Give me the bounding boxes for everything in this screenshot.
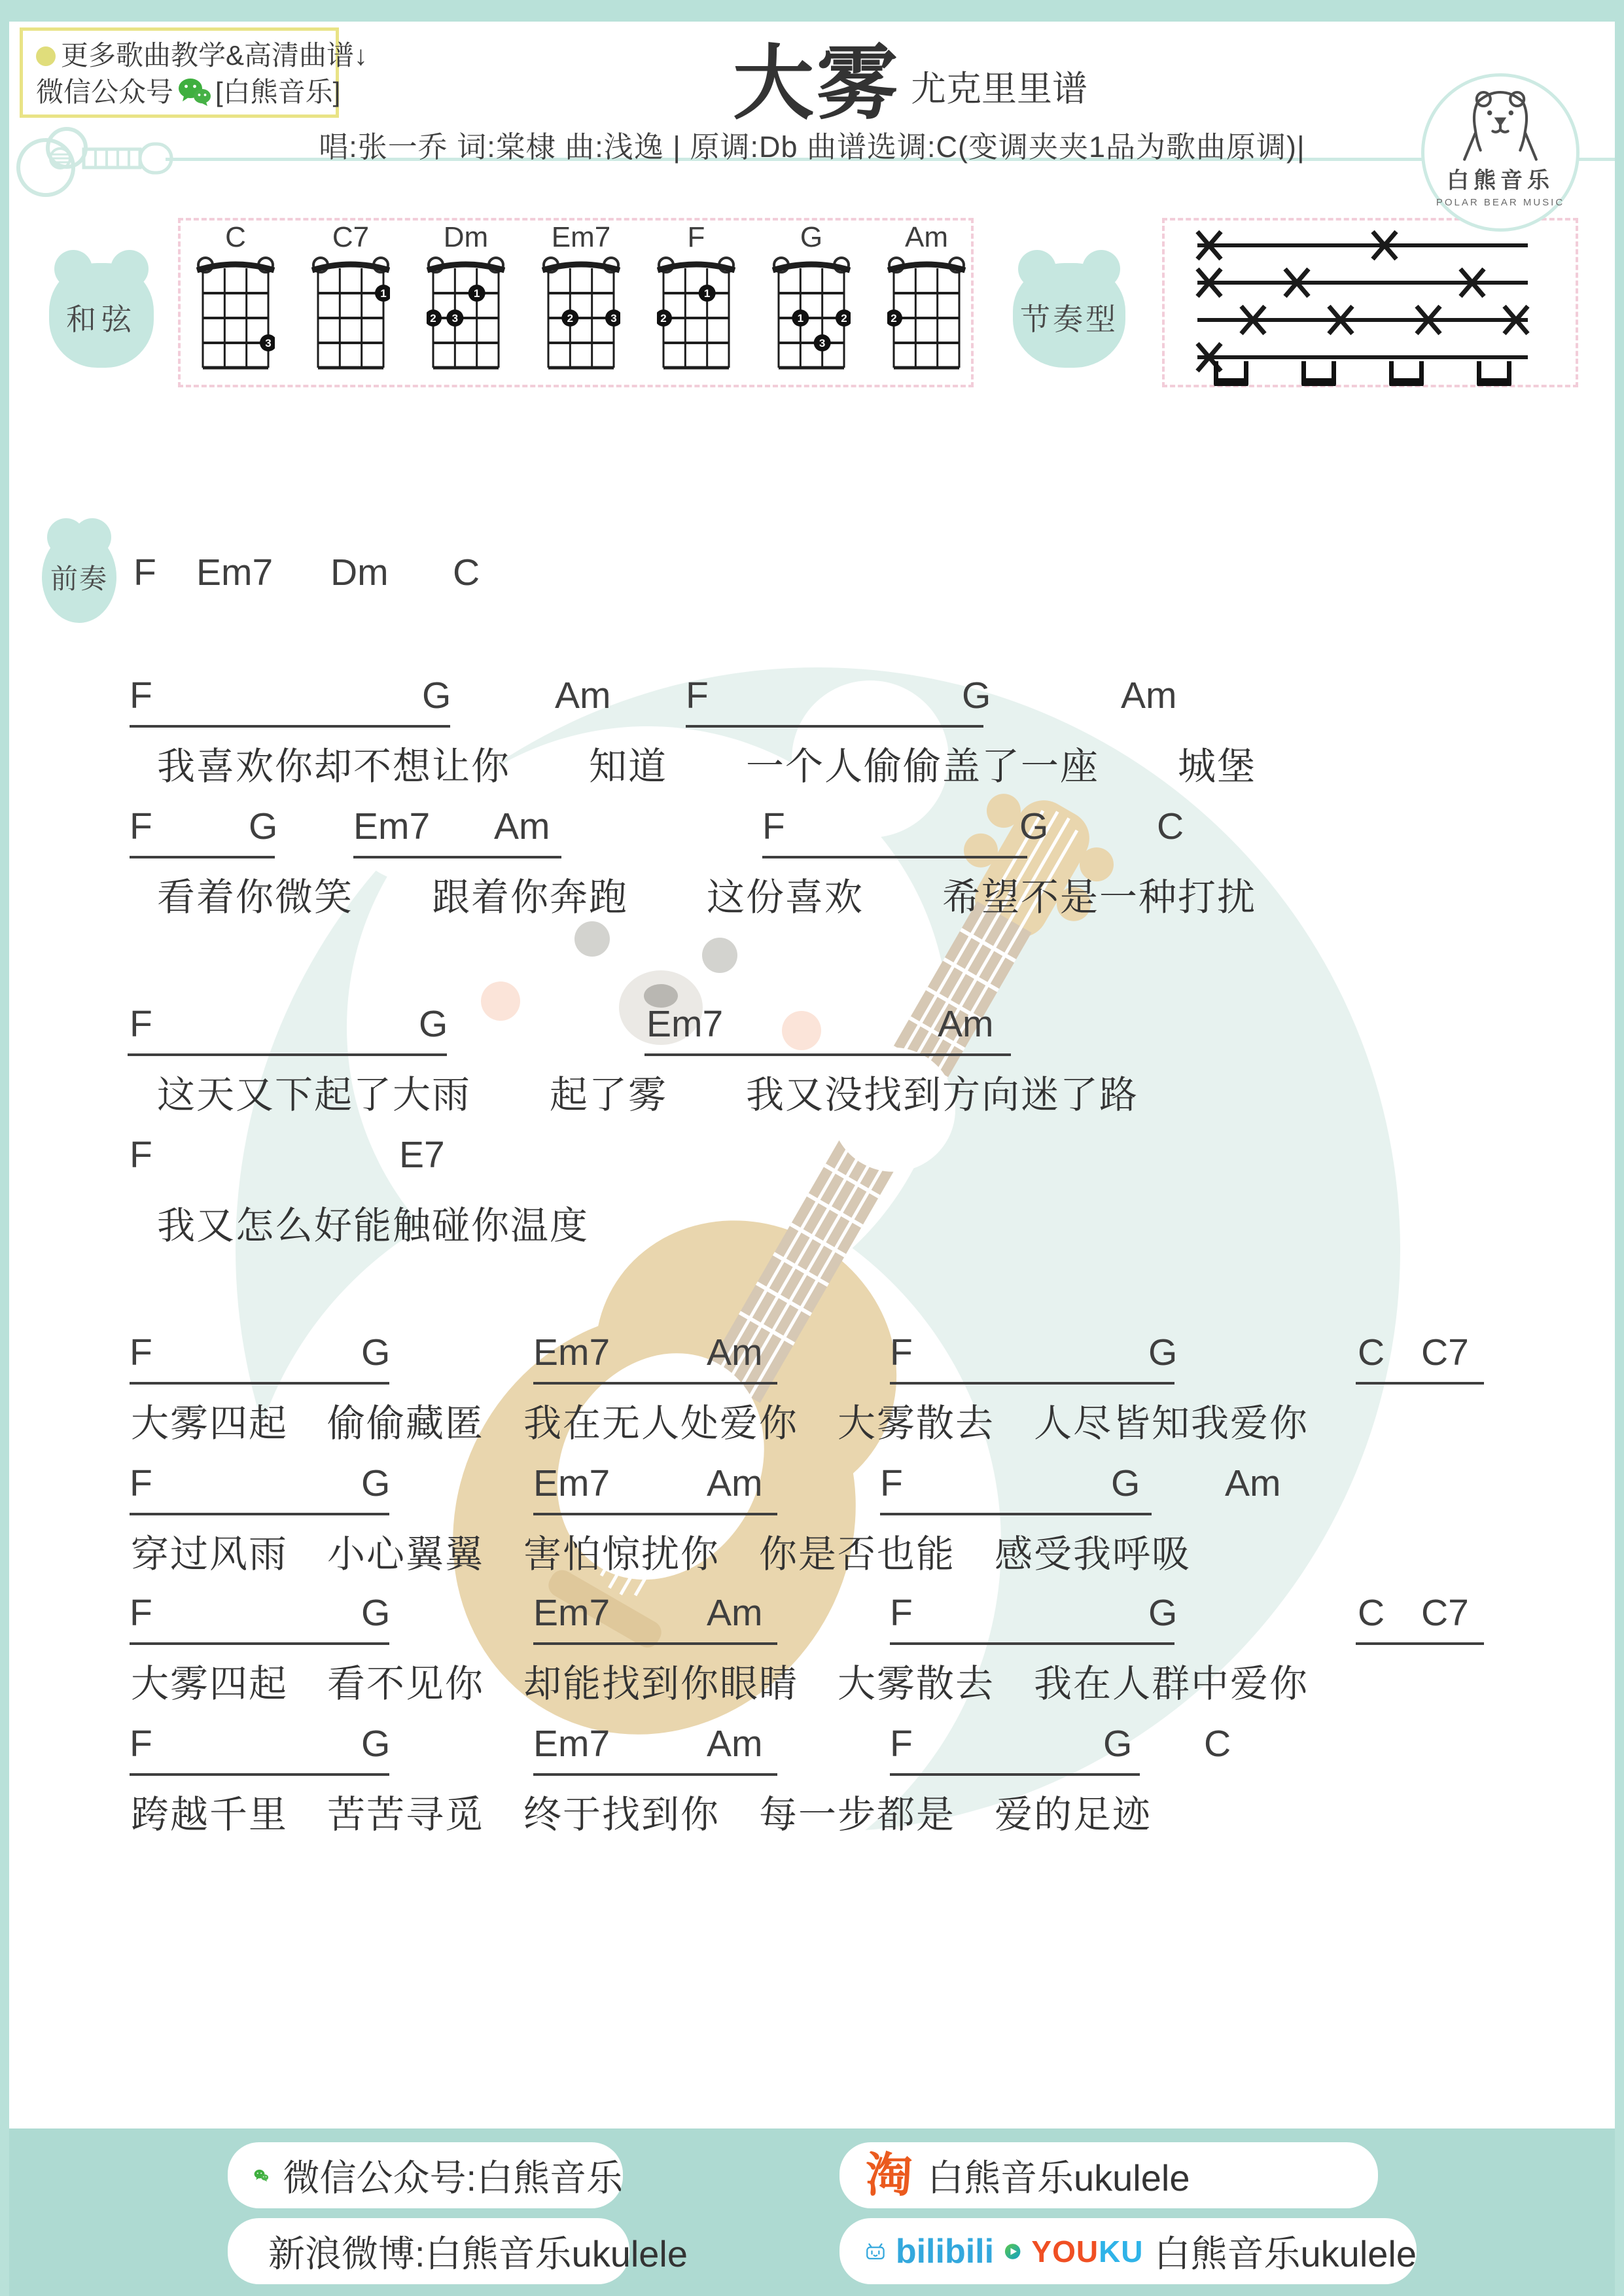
- chord-label: Am: [494, 805, 550, 847]
- chord-label: C7: [1421, 1332, 1469, 1373]
- chord-diagram-name: G: [800, 221, 823, 253]
- chord-label: Am: [707, 1462, 763, 1504]
- chord-label: F: [890, 1332, 913, 1373]
- chord-label: F: [130, 1462, 152, 1504]
- chord-label: G: [361, 1462, 391, 1504]
- promo-line2: 微信公众号 [白熊音乐]: [36, 77, 341, 107]
- chord-label: C: [1358, 1332, 1385, 1373]
- chord-underline: [128, 1053, 447, 1056]
- chord-label: G: [422, 675, 451, 716]
- chord-label: G: [1111, 1462, 1140, 1504]
- chord-underline: [130, 1773, 389, 1776]
- ukulele-decoration-icon: [5, 126, 175, 198]
- chord-underline: [890, 1382, 1174, 1385]
- svg-text:1: 1: [380, 287, 387, 300]
- chord-underline: [353, 856, 561, 858]
- lyric-line: 看着你微笑 跟着你奔跑 这份喜欢 希望不是一种打扰: [157, 876, 1257, 919]
- chord-diagram-name: Em7: [551, 221, 611, 253]
- svg-text:2: 2: [891, 312, 897, 325]
- lyric-line: 这天又下起了大雨 起了雾 我又没找到方向迷了路: [157, 1074, 1139, 1116]
- chord-underline: [130, 1513, 389, 1515]
- promo-line1: 更多歌曲教学&高清曲谱↓: [36, 37, 336, 74]
- page-subtitle: 尤克里里谱: [911, 69, 1088, 109]
- chord-label: Am: [707, 1332, 763, 1373]
- chord-label: G: [361, 1592, 391, 1634]
- chord-underline: [1356, 1382, 1484, 1385]
- svg-text:2: 2: [660, 312, 667, 325]
- chord-label: C7: [1421, 1592, 1469, 1634]
- chord-label: G: [962, 675, 991, 716]
- lyric-line: 大雾四起 偷偷藏匿 我在无人处爱你 大雾散去 人尽皆知我爱你: [131, 1402, 1309, 1445]
- footer-taobao-pill[interactable]: [839, 2142, 1378, 2208]
- footer-weibo-pill[interactable]: [228, 2218, 688, 2284]
- footer-video-pill[interactable]: [839, 2218, 1417, 2284]
- lyric-line: 跨越千里 苦苦寻觅 终于找到你 每一步都是 爱的足迹: [131, 1793, 1152, 1836]
- youku-wordmark: YOUKU: [1031, 2234, 1144, 2269]
- chord-label: Em7: [533, 1332, 610, 1373]
- chord-diagram-name: C: [225, 221, 246, 253]
- intro-chord-Dm: Dm: [330, 552, 389, 593]
- chord-label: F: [880, 1462, 903, 1504]
- chord-label: F: [130, 675, 152, 716]
- chord-diagram-name: Dm: [443, 221, 489, 253]
- wechat-icon: [254, 2155, 268, 2197]
- chords-panel-label: 和弦: [66, 302, 137, 336]
- chord-label: F: [890, 1723, 913, 1765]
- chord-label: Am: [938, 1003, 994, 1045]
- chord-underline: [533, 1513, 777, 1515]
- chord-label: Em7: [353, 805, 431, 847]
- chord-grid: [887, 255, 966, 373]
- rhythm-panel-label: 节奏型: [1020, 302, 1118, 336]
- taobao-icon: 淘: [866, 2149, 913, 2202]
- yellow-dot-icon: [36, 46, 56, 66]
- chord-diagram-Em7: [542, 221, 620, 376]
- bilibili-wordmark: bilibili: [895, 2232, 995, 2270]
- chord-label: Am: [707, 1592, 763, 1634]
- svg-text:2: 2: [430, 312, 436, 325]
- chord-label: Em7: [533, 1462, 610, 1504]
- promo-box: [20, 27, 368, 118]
- lyric-line: 大雾四起 看不见你 却能找到你眼睛 大雾散去 我在人群中爱你: [131, 1663, 1309, 1705]
- svg-text:3: 3: [451, 312, 459, 325]
- rhythm-pattern: [1171, 224, 1570, 387]
- chord-label: G: [361, 1332, 391, 1373]
- chord-diagram-G: [772, 221, 851, 376]
- logo-name-cn: 白熊音乐: [1447, 168, 1554, 193]
- chord-grid: [427, 255, 505, 373]
- footer-wechat-pill[interactable]: [228, 2142, 623, 2208]
- polar-bear-logo: [1421, 73, 1580, 232]
- polar-bear-face-icon: [1455, 86, 1546, 163]
- chord-underline: [890, 1773, 1140, 1776]
- chord-grid: [657, 255, 735, 373]
- chord-underline: [644, 1053, 1011, 1056]
- chord-underline: [686, 725, 983, 728]
- credits-line: 唱:张一乔 词:棠棣 曲:浅逸 | 原调:Db 曲谱选调:C(变调夹夹1品为歌曲原调)|: [319, 130, 1305, 164]
- chord-label: Em7: [533, 1592, 610, 1634]
- chord-underline: [533, 1642, 777, 1645]
- chord-underline: [880, 1513, 1152, 1515]
- logo-name-en: POLAR BEAR MUSIC: [1436, 197, 1565, 208]
- chord-underline: [533, 1773, 777, 1776]
- page-border-left: [0, 0, 9, 2296]
- chord-underline: [130, 856, 275, 858]
- lyric-line: 穿过风雨 小心翼翼 害怕惊扰你 你是否也能 感受我呼吸: [131, 1533, 1192, 1576]
- lyric-line: 我又怎么好能触碰你温度: [157, 1205, 590, 1247]
- chord-diagram-Dm: [427, 221, 505, 376]
- chord-label: F: [686, 675, 709, 716]
- chord-grid: [311, 255, 390, 373]
- chord-diagram-C: [196, 221, 275, 376]
- chord-label: F: [130, 1723, 152, 1765]
- intro-chord-F: F: [133, 552, 156, 593]
- svg-text:2: 2: [841, 312, 847, 325]
- chord-grid: [542, 255, 620, 373]
- youku-icon: [1004, 2233, 1021, 2270]
- chord-underline: [890, 1642, 1174, 1645]
- title-block: [733, 18, 1087, 135]
- chord-label: Am: [707, 1723, 763, 1765]
- svg-text:1: 1: [473, 287, 480, 300]
- bilibili-icon: [866, 2232, 885, 2271]
- chord-label: C: [1157, 805, 1184, 847]
- chord-diagram-name: C7: [332, 221, 370, 253]
- footer-wechat-text: 微信公众号:白熊音乐: [283, 2157, 623, 2199]
- svg-text:3: 3: [819, 337, 826, 349]
- chord-label: F: [890, 1592, 913, 1634]
- chord-label: G: [1019, 805, 1049, 847]
- chord-label: E7: [399, 1134, 445, 1176]
- svg-text:2: 2: [567, 312, 574, 325]
- chord-label: G: [419, 1003, 448, 1045]
- chord-underline: [130, 725, 450, 728]
- chord-label: F: [130, 1134, 152, 1176]
- svg-text:3: 3: [265, 337, 272, 349]
- chord-underline: [1356, 1642, 1484, 1645]
- chord-diagram-C7: [311, 221, 390, 376]
- chord-diagram-name: F: [687, 221, 705, 253]
- footer-taobao-text: 白熊音乐ukulele: [927, 2157, 1190, 2199]
- chord-label: F: [130, 1332, 152, 1373]
- intro-chord-C: C: [453, 552, 480, 593]
- chord-label: Am: [555, 675, 611, 716]
- chord-underline: [130, 1642, 389, 1645]
- lyric-line: 我喜欢你却不想让你 知道 一个人偷偷盖了一座 城堡: [157, 745, 1257, 788]
- chord-diagram-Am: [887, 221, 966, 376]
- footer-weibo-text: 新浪微博:白熊音乐ukulele: [268, 2233, 688, 2274]
- footer-video-text: 白熊音乐ukulele: [1154, 2233, 1417, 2274]
- chord-underline: [533, 1382, 777, 1385]
- chord-label: G: [1148, 1332, 1178, 1373]
- page-border-top: [0, 0, 1624, 22]
- chord-label: Am: [1121, 675, 1177, 716]
- chord-label: F: [130, 1003, 152, 1045]
- chord-label: G: [1103, 1723, 1133, 1765]
- chord-label: F: [130, 1592, 152, 1634]
- svg-text:1: 1: [703, 287, 711, 300]
- page-border-right: [1615, 0, 1624, 2296]
- chord-label: G: [1148, 1592, 1178, 1634]
- chord-label: Em7: [533, 1723, 610, 1765]
- chord-label: F: [762, 805, 785, 847]
- chord-label: F: [130, 805, 152, 847]
- chord-label: C: [1358, 1592, 1385, 1634]
- chord-label: Em7: [646, 1003, 724, 1045]
- chord-label: Am: [1225, 1462, 1281, 1504]
- chord-diagram-F: [657, 221, 735, 376]
- svg-text:1: 1: [797, 312, 804, 325]
- chord-underline: [762, 856, 1027, 858]
- chord-label: G: [249, 805, 278, 847]
- chord-grid: [196, 255, 275, 373]
- page-title: 大雾: [733, 39, 901, 129]
- chord-diagram-name: Am: [905, 221, 948, 253]
- intro-chord-Em7: Em7: [196, 552, 274, 593]
- wechat-icon: [177, 78, 211, 107]
- chord-grid: [772, 255, 851, 373]
- chord-label: G: [361, 1723, 391, 1765]
- chord-underline: [130, 1382, 389, 1385]
- chord-label: C: [1204, 1723, 1231, 1765]
- intro-label: 前奏: [50, 563, 108, 594]
- svg-text:3: 3: [610, 312, 617, 325]
